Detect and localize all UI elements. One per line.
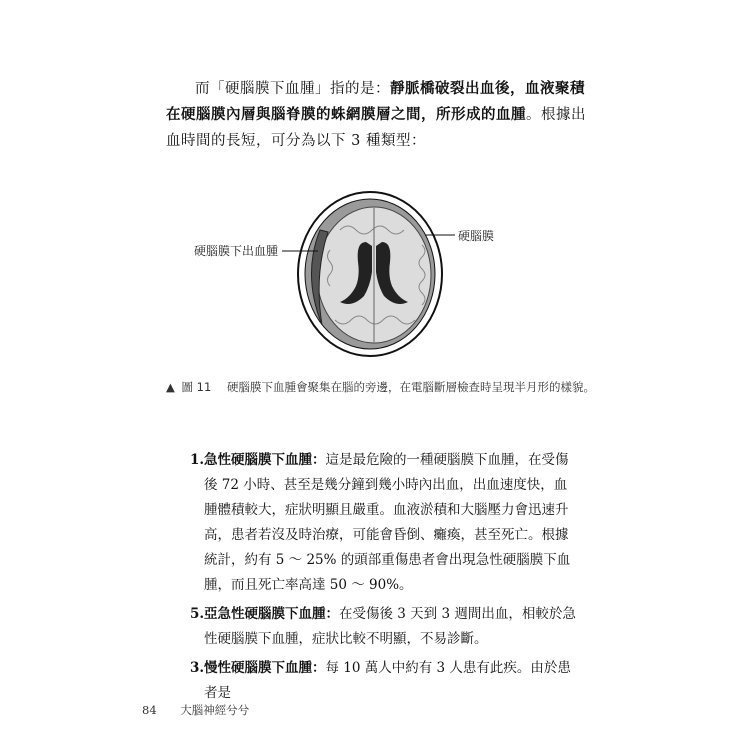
- list-item-heading: 慢性硬腦膜下血腫：: [204, 660, 326, 676]
- list-item-number: 5.: [190, 606, 205, 622]
- list-item: [190, 656, 580, 706]
- list-item: [190, 448, 580, 598]
- page-footer: [142, 702, 249, 718]
- list-item-text: 這是最危險的一種硬腦膜下血腫，在受傷後 72 小時、甚至是幾分鐘到幾小時內出血，出血速度快，血腫體積較大，症狀明顯且嚴重。血液淤積和大腦壓力會迅速升高，患者若沒及時治療，可能會昏倒、癱瘓，甚至死亡。根據統計，約有 5 ～ 25% 的頭部重傷患者會出現急性硬腦膜下血腫，而且死亡率高達 50 ～ 90%。: [204, 452, 571, 593]
- brain-ct-illustration: [190, 190, 570, 365]
- list-item-text: 在受傷後 3 天到 3 週間出血，相較於急性硬腦膜下血腫，症狀比較不明顯，不易診斷。: [204, 606, 576, 647]
- list-item-number: 3.: [190, 660, 205, 676]
- hematoma-types-list: [190, 448, 580, 710]
- list-item-heading: 亞急性硬腦膜下血腫：: [204, 606, 339, 622]
- dura-mater-label: 硬腦膜: [458, 229, 495, 243]
- list-item: [190, 602, 580, 652]
- intro-bold-definition: 靜脈橋破裂出血後，血液聚積在硬腦膜內層與腦脊膜的蛛網膜層之間，所形成的血腫: [166, 80, 585, 123]
- list-item-text: 每 10 萬人中約有 3 人患有此疾。由於患者是: [204, 660, 571, 701]
- list-item-heading: 急性硬腦膜下血腫：: [204, 452, 326, 468]
- intro-paragraph: [166, 76, 586, 154]
- page-number: 84: [142, 703, 157, 717]
- caption-triangle-icon: ▲: [166, 380, 175, 394]
- caption-figure-number: 圖 11: [181, 380, 212, 394]
- ct-scan-figure: [190, 190, 570, 365]
- caption-text: 硬腦膜下血腫會聚集在腦的旁邊，在電腦斷層檢查時呈現半月形的樣貌。: [226, 380, 595, 394]
- intro-prefix: 而「硬腦膜下血腫」指的是：: [195, 81, 390, 97]
- figure-caption: [166, 379, 596, 395]
- hematoma-label: 硬腦膜下出血腫: [194, 244, 279, 258]
- intro-suffix: 。根據出血時間的長短，可分為以下 3 種類型：: [166, 107, 586, 149]
- list-item-number: 1.: [190, 452, 205, 468]
- book-title: 大腦神經兮兮: [180, 703, 250, 717]
